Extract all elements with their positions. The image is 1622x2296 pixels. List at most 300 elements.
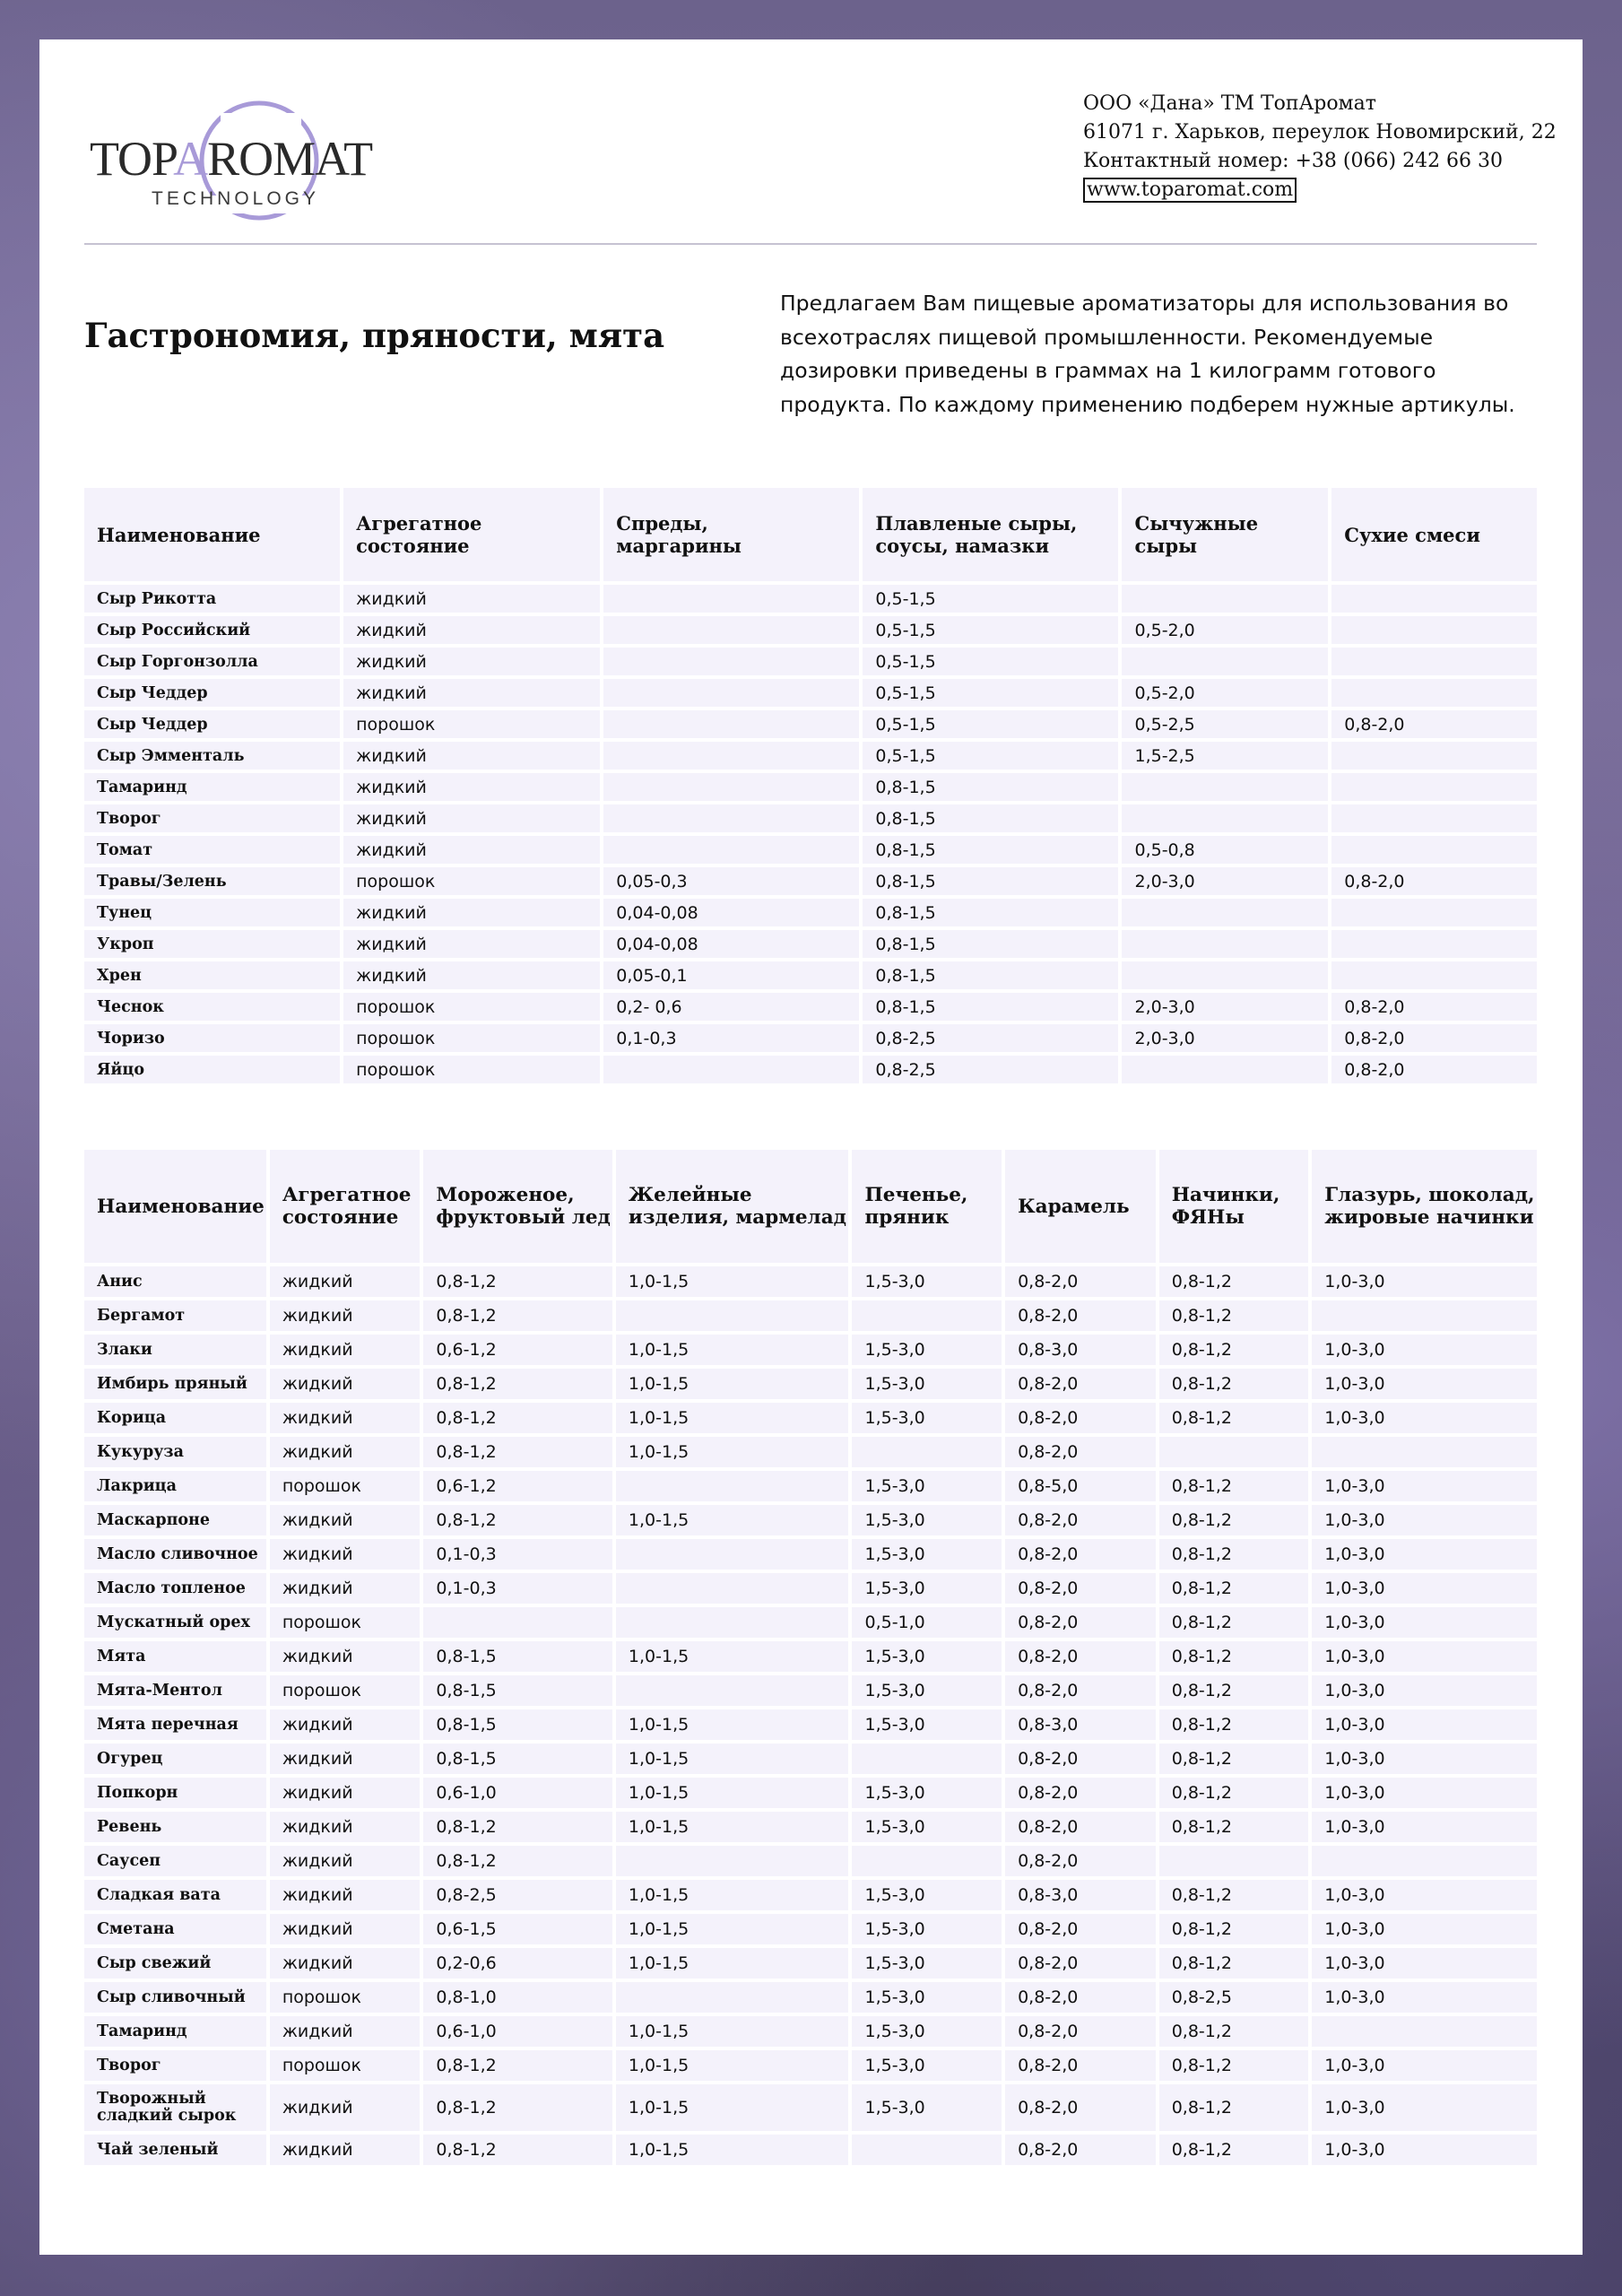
table-cell: 1,0-3,0	[1312, 1744, 1537, 1774]
table-cell: 1,5-3,0	[852, 1641, 1002, 1672]
table-cell: 1,0-1,5	[616, 1778, 849, 1808]
table-cell: 1,5-3,0	[852, 1778, 1002, 1808]
table-cell: 0,8-1,5	[423, 1744, 612, 1774]
table-cell: 0,8-1,2	[1159, 1266, 1309, 1297]
product-name-cell: Томат	[84, 836, 340, 864]
table-cell	[852, 1846, 1002, 1876]
table-cell: жидкий	[270, 1573, 421, 1604]
table-cell: 1,0-3,0	[1312, 1812, 1537, 1842]
table-cell: 0,8-2,0	[1005, 2050, 1156, 2081]
table-cell: порошок	[270, 1675, 421, 1706]
table-cell: 0,5-1,5	[863, 742, 1118, 770]
table-cell: 0,04-0,08	[603, 899, 859, 926]
table-cell: порошок	[270, 1471, 421, 1501]
table-cell: 1,0-1,5	[616, 1709, 849, 1740]
table-cell: 0,5-0,8	[1122, 836, 1328, 864]
column-header: Глазурь, шоколад, жировые начинки	[1312, 1150, 1537, 1263]
table-cell: 0,6-1,5	[423, 1914, 612, 1944]
table-cell: жидкий	[270, 1505, 421, 1535]
table-cell: 1,0-1,5	[616, 2084, 849, 2131]
table-cell: 1,0-1,5	[616, 1914, 849, 1944]
column-header: Наименование	[84, 1150, 266, 1263]
product-name-cell: Бергамот	[84, 1300, 266, 1331]
table-cell	[1331, 679, 1537, 707]
table-cell: жидкий	[270, 1641, 421, 1672]
table-cell: жидкий	[270, 1914, 421, 1944]
table-cell: 0,1-0,3	[603, 1024, 859, 1052]
table-row	[84, 1641, 1537, 1672]
product-name-cell: Кукуруза	[84, 1437, 266, 1467]
table-cell: порошок	[343, 867, 600, 895]
product-name-cell: Сыр сливочный	[84, 1982, 266, 2013]
table-cell: 1,5-2,5	[1122, 742, 1328, 770]
table-cell: 0,8-2,0	[1331, 867, 1537, 895]
table-cell: 1,5-3,0	[852, 1709, 1002, 1740]
table-cell	[616, 1675, 849, 1706]
table-cell: 0,8-1,2	[1159, 1573, 1309, 1604]
table-row	[84, 1880, 1537, 1910]
table-cell: 0,8-2,0	[1005, 1607, 1156, 1638]
table-cell	[1122, 930, 1328, 958]
table-cell: 1,5-3,0	[852, 1982, 1002, 2013]
table-cell: 1,5-3,0	[852, 1539, 1002, 1570]
table-cell	[1122, 648, 1328, 675]
website-link[interactable]: www.toparomat.com	[1083, 178, 1297, 203]
table-cell: 1,0-3,0	[1312, 2050, 1537, 2081]
table-cell: жидкий	[343, 742, 600, 770]
svg-text:TECHNOLOGY: TECHNOLOGY	[152, 188, 320, 209]
table-cell: 0,8-2,0	[1005, 1948, 1156, 1979]
product-name-cell: Сладкая вата	[84, 1880, 266, 1910]
table-cell: 0,8-2,0	[1005, 1641, 1156, 1672]
table-cell: 0,8-1,2	[1159, 1471, 1309, 1501]
column-header: Желейные изделия, мармелад	[616, 1150, 849, 1263]
column-header: Агрегатное состояние	[343, 488, 600, 581]
table-cell: 0,8-1,2	[1159, 1539, 1309, 1570]
table-cell: 0,8-1,2	[1159, 1812, 1309, 1842]
product-name-cell: Яйцо	[84, 1056, 340, 1083]
table-cell: жидкий	[270, 1709, 421, 1740]
product-name-cell: Сыр свежий	[84, 1948, 266, 1979]
table-cell: 0,8-2,5	[863, 1056, 1118, 1083]
table-cell: 1,0-1,5	[616, 1266, 849, 1297]
table-cell: 0,8-1,2	[1159, 1948, 1309, 1979]
table-cell: 0,8-2,0	[1005, 1403, 1156, 1433]
product-name-cell: Сыр Эмменталь	[84, 742, 340, 770]
table-cell	[1331, 804, 1537, 832]
table-cell: 1,0-1,5	[616, 1505, 849, 1535]
table-cell: 0,8-1,5	[863, 804, 1118, 832]
product-name-cell: Творожный сладкий сырок	[84, 2084, 266, 2131]
table-cell: 0,8-3,0	[1005, 1709, 1156, 1740]
table-cell: 0,8-2,5	[863, 1024, 1118, 1052]
table-cell: 0,2- 0,6	[603, 993, 859, 1021]
table-cell: 0,8-2,0	[1005, 1675, 1156, 1706]
table-cell: 0,8-1,5	[863, 993, 1118, 1021]
table-cell: порошок	[343, 1024, 600, 1052]
table-cell	[852, 2135, 1002, 2165]
table-row	[84, 1914, 1537, 1944]
table-cell: 0,8-2,0	[1005, 2135, 1156, 2165]
table-cell: жидкий	[343, 616, 600, 644]
table-row	[84, 1539, 1537, 1570]
table-cell: 1,0-3,0	[1312, 1471, 1537, 1501]
table-cell: 1,0-3,0	[1312, 1914, 1537, 1944]
table-cell: 1,0-3,0	[1312, 2084, 1537, 2131]
table-cell: 0,8-1,2	[423, 1300, 612, 1331]
table-cell: 0,8-1,2	[1159, 1641, 1309, 1672]
product-name-cell: Попкорн	[84, 1778, 266, 1808]
product-name-cell: Укроп	[84, 930, 340, 958]
table-cell: 0,8-1,2	[1159, 1607, 1309, 1638]
product-name-cell: Сыр Чеддер	[84, 679, 340, 707]
table-cell	[1331, 742, 1537, 770]
product-name-cell: Саусеп	[84, 1846, 266, 1876]
table-cell	[423, 1607, 612, 1638]
table-row	[84, 1335, 1537, 1365]
table-cell: 1,0-3,0	[1312, 1778, 1537, 1808]
dosage-table-confectionery	[81, 1146, 1540, 2169]
table-row	[84, 2016, 1537, 2047]
table-cell: 0,8-1,5	[863, 867, 1118, 895]
dosage-table-gastronomy	[81, 484, 1540, 1087]
table-cell: 1,0-1,5	[616, 2050, 849, 2081]
table-cell: жидкий	[343, 648, 600, 675]
table-cell	[852, 1437, 1002, 1467]
table-cell: жидкий	[270, 1300, 421, 1331]
table-cell	[616, 1300, 849, 1331]
table-cell: 1,5-3,0	[852, 1914, 1002, 1944]
table-cell: 0,8-2,0	[1005, 1914, 1156, 1944]
table-cell: 0,5-1,5	[863, 710, 1118, 738]
table-cell: жидкий	[343, 961, 600, 989]
column-header: Спреды, маргарины	[603, 488, 859, 581]
table-row	[84, 1675, 1537, 1706]
table-cell	[603, 648, 859, 675]
table-row	[84, 2050, 1537, 2081]
product-name-cell: Сыр Российский	[84, 616, 340, 644]
table-cell: 0,8-1,5	[863, 930, 1118, 958]
table-cell: 1,0-3,0	[1312, 1880, 1537, 1910]
table-cell: 0,8-1,5	[863, 773, 1118, 801]
table-cell	[1159, 1846, 1309, 1876]
table-cell	[1122, 899, 1328, 926]
table-cell: 0,6-1,2	[423, 1471, 612, 1501]
table-row	[84, 1573, 1537, 1604]
table-cell: 0,5-1,5	[863, 616, 1118, 644]
table-row	[84, 710, 1537, 738]
table-cell: 1,0-1,5	[616, 1403, 849, 1433]
table-row	[84, 804, 1537, 832]
table-cell: 1,5-3,0	[852, 2050, 1002, 2081]
table-cell: жидкий	[270, 1948, 421, 1979]
table-cell: 0,8-2,0	[1005, 1300, 1156, 1331]
product-name-cell: Хрен	[84, 961, 340, 989]
table-cell: 1,0-1,5	[616, 1369, 849, 1399]
table-cell: 0,8-1,2	[1159, 2016, 1309, 2047]
table-cell: 0,8-2,0	[1005, 1505, 1156, 1535]
table-cell: 0,8-2,0	[1005, 1812, 1156, 1842]
table-row	[84, 2135, 1537, 2165]
table-cell	[616, 1846, 849, 1876]
table-cell: жидкий	[270, 2084, 421, 2131]
table-cell: 0,8-2,0	[1005, 1369, 1156, 1399]
table-cell: порошок	[343, 710, 600, 738]
column-header: Агрегатное состояние	[270, 1150, 421, 1263]
table-cell	[616, 1471, 849, 1501]
table-cell: жидкий	[270, 1403, 421, 1433]
table-cell: 0,8-2,0	[1005, 2084, 1156, 2131]
table-cell: 1,0-1,5	[616, 1641, 849, 1672]
table-cell: 1,0-1,5	[616, 1880, 849, 1910]
table-cell: 0,1-0,3	[423, 1539, 612, 1570]
table-cell: 0,8-1,2	[1159, 1505, 1309, 1535]
table-row	[84, 961, 1537, 989]
table-row	[84, 742, 1537, 770]
table-cell: 1,0-3,0	[1312, 1641, 1537, 1672]
table-cell	[1122, 961, 1328, 989]
table-cell: 1,0-3,0	[1312, 1539, 1537, 1570]
table-cell: 0,8-1,2	[1159, 2050, 1309, 2081]
table-cell: 1,0-1,5	[616, 1744, 849, 1774]
table-cell: порошок	[270, 2050, 421, 2081]
table-cell	[1312, 1846, 1537, 1876]
product-name-cell: Тунец	[84, 899, 340, 926]
table-cell: жидкий	[343, 899, 600, 926]
table-cell: 0,8-1,2	[423, 1266, 612, 1297]
table-cell: 0,8-2,0	[1005, 1539, 1156, 1570]
table-cell	[1312, 1300, 1537, 1331]
table-cell: 0,8-1,2	[423, 1369, 612, 1399]
table-cell: 0,5-1,5	[863, 648, 1118, 675]
table-cell: 0,8-1,2	[1159, 1744, 1309, 1774]
product-name-cell: Масло сливочное	[84, 1539, 266, 1570]
table-cell: 1,5-3,0	[852, 1403, 1002, 1433]
table-cell: 0,8-2,0	[1005, 1573, 1156, 1604]
table-cell: порошок	[343, 993, 600, 1021]
table-cell: 0,8-1,2	[1159, 1709, 1309, 1740]
column-header: Сухие смеси	[1331, 488, 1537, 581]
table-cell	[603, 1056, 859, 1083]
table-cell: 1,0-3,0	[1312, 1505, 1537, 1535]
table-cell	[1331, 836, 1537, 864]
table-cell: 0,04-0,08	[603, 930, 859, 958]
table-cell: 0,6-1,0	[423, 2016, 612, 2047]
table-cell: жидкий	[270, 1778, 421, 1808]
table-cell: 0,8-1,2	[423, 1403, 612, 1433]
table-cell: 0,5-1,5	[863, 679, 1118, 707]
table-cell: 0,8-1,2	[423, 2135, 612, 2165]
table-cell	[616, 1573, 849, 1604]
table-row	[84, 773, 1537, 801]
table-cell	[1122, 773, 1328, 801]
table-cell: 0,8-1,2	[423, 2050, 612, 2081]
table-cell: 0,8-5,0	[1005, 1471, 1156, 1501]
table-cell: 1,0-1,5	[616, 2016, 849, 2047]
table-cell: жидкий	[270, 2016, 421, 2047]
table-cell	[1159, 1437, 1309, 1467]
column-header: Мороженое, фруктовый лед	[423, 1150, 612, 1263]
product-name-cell: Сметана	[84, 1914, 266, 1944]
table-row	[84, 1744, 1537, 1774]
table-cell: 1,0-3,0	[1312, 1675, 1537, 1706]
product-name-cell: Анис	[84, 1266, 266, 1297]
table-cell: 0,8-1,2	[1159, 2135, 1309, 2165]
table-row	[84, 1437, 1537, 1467]
table-row	[84, 1709, 1537, 1740]
table-row	[84, 1982, 1537, 2013]
table-cell	[603, 585, 859, 613]
column-header: Печенье, пряник	[852, 1150, 1002, 1263]
table-cell	[1331, 930, 1537, 958]
table-cell: 0,8-1,2	[1159, 1880, 1309, 1910]
column-header: Плавленые сыры, соусы, намазки	[863, 488, 1118, 581]
table-cell	[852, 1744, 1002, 1774]
table-cell: 0,8-2,0	[1005, 1982, 1156, 2013]
table-cell: 1,5-3,0	[852, 1573, 1002, 1604]
table-row	[84, 2084, 1537, 2131]
table-cell: 0,8-1,2	[423, 1812, 612, 1842]
table-cell	[603, 616, 859, 644]
table-cell: 0,8-1,2	[423, 2084, 612, 2131]
table-cell: жидкий	[270, 1266, 421, 1297]
table-cell: 0,8-2,0	[1005, 2016, 1156, 2047]
table-cell: жидкий	[270, 1744, 421, 1774]
table-cell	[1331, 616, 1537, 644]
table-cell	[1331, 899, 1537, 926]
table-cell	[1312, 2016, 1537, 2047]
table-row	[84, 930, 1537, 958]
table-cell	[852, 1300, 1002, 1331]
table-cell	[1122, 804, 1328, 832]
table-cell: 0,8-1,2	[1159, 1778, 1309, 1808]
table-cell: 0,05-0,3	[603, 867, 859, 895]
table-row	[84, 1024, 1537, 1052]
table-cell: порошок	[270, 1607, 421, 1638]
table-cell: 1,0-1,5	[616, 2135, 849, 2165]
table-row	[84, 1778, 1537, 1808]
table-row	[84, 1846, 1537, 1876]
table-cell: 0,8-1,2	[1159, 1300, 1309, 1331]
table-cell	[603, 679, 859, 707]
header-divider	[84, 243, 1537, 245]
product-name-cell: Чеснок	[84, 993, 340, 1021]
company-name: ООО «Дана» ТМ ТопАромат	[1083, 92, 1376, 115]
table-row	[84, 899, 1537, 926]
table-cell: жидкий	[270, 2135, 421, 2165]
table-cell	[1331, 648, 1537, 675]
table-cell: 0,8-1,2	[423, 1505, 612, 1535]
table-row	[84, 836, 1537, 864]
table-cell: жидкий	[270, 1812, 421, 1842]
table-cell: 0,8-2,0	[1005, 1266, 1156, 1297]
table-cell: жидкий	[270, 1437, 421, 1467]
document-page	[39, 39, 1583, 2255]
table-cell: жидкий	[343, 773, 600, 801]
table-row	[84, 867, 1537, 895]
table-cell: 2,0-3,0	[1122, 867, 1328, 895]
product-name-cell: Творог	[84, 804, 340, 832]
column-header: Сычужные сыры	[1122, 488, 1328, 581]
product-name-cell: Чоризо	[84, 1024, 340, 1052]
table-cell: жидкий	[270, 1539, 421, 1570]
table-cell: 1,0-3,0	[1312, 1607, 1537, 1638]
table-cell: 1,5-3,0	[852, 1812, 1002, 1842]
table-cell: жидкий	[343, 804, 600, 832]
table-cell: 0,5-2,0	[1122, 679, 1328, 707]
table-cell: 0,8-2,0	[1005, 1778, 1156, 1808]
table-cell: 2,0-3,0	[1122, 993, 1328, 1021]
table-cell: 1,0-3,0	[1312, 1573, 1537, 1604]
table-cell: 1,5-3,0	[852, 1505, 1002, 1535]
table-cell: 0,05-0,1	[603, 961, 859, 989]
table-cell: 0,2-0,6	[423, 1948, 612, 1979]
table-cell	[1122, 585, 1328, 613]
contact-block	[1083, 90, 1557, 204]
product-name-cell: Мята	[84, 1641, 266, 1672]
table-row	[84, 1607, 1537, 1638]
table-cell: 1,0-3,0	[1312, 1266, 1537, 1297]
product-name-cell: Масло топленое	[84, 1573, 266, 1604]
product-name-cell: Имбирь пряный	[84, 1369, 266, 1399]
table-cell: 0,8-1,2	[1159, 1914, 1309, 1944]
table-cell: 0,8-1,5	[863, 836, 1118, 864]
table-row	[84, 648, 1537, 675]
product-name-cell: Чай зеленый	[84, 2135, 266, 2165]
table-cell: жидкий	[270, 1846, 421, 1876]
table-cell: 0,8-2,0	[1331, 1024, 1537, 1052]
table-cell: 1,5-3,0	[852, 2016, 1002, 2047]
product-name-cell: Корица	[84, 1403, 266, 1433]
product-name-cell: Ревень	[84, 1812, 266, 1842]
table-cell: жидкий	[270, 1369, 421, 1399]
product-name-cell: Мускатный орех	[84, 1607, 266, 1638]
table-cell: 0,8-2,0	[1005, 1846, 1156, 1876]
table-row	[84, 616, 1537, 644]
table-cell: 1,0-1,5	[616, 1437, 849, 1467]
table-row	[84, 1403, 1537, 1433]
table-cell: 1,0-3,0	[1312, 1948, 1537, 1979]
table-row	[84, 1812, 1537, 1842]
table-cell: 0,8-1,5	[423, 1641, 612, 1672]
table-cell: 2,0-3,0	[1122, 1024, 1328, 1052]
table-cell: 0,6-1,0	[423, 1778, 612, 1808]
table-cell: 0,8-3,0	[1005, 1880, 1156, 1910]
table-row	[84, 1471, 1537, 1501]
table-row	[84, 1505, 1537, 1535]
table-cell: 1,5-3,0	[852, 1675, 1002, 1706]
table-cell: порошок	[343, 1056, 600, 1083]
table-row	[84, 585, 1537, 613]
table-cell: порошок	[270, 1982, 421, 2013]
table-cell: 0,6-1,2	[423, 1335, 612, 1365]
table-cell	[1122, 1056, 1328, 1083]
svg-text:TOPAROMAT: TOPAROMAT	[90, 132, 373, 186]
table-cell	[616, 1607, 849, 1638]
table-cell: 0,8-2,0	[1331, 993, 1537, 1021]
toparomat-logo	[86, 97, 409, 222]
table-cell: 1,5-3,0	[852, 1948, 1002, 1979]
table-cell: 0,8-2,0	[1005, 1437, 1156, 1467]
table-cell: 1,0-1,5	[616, 1335, 849, 1365]
table-cell: 0,8-1,2	[423, 1846, 612, 1876]
table-cell: 1,0-3,0	[1312, 1335, 1537, 1365]
table-cell	[1312, 1437, 1537, 1467]
table-cell: 0,8-1,5	[863, 899, 1118, 926]
table-cell: 0,1-0,3	[423, 1573, 612, 1604]
table-cell	[603, 742, 859, 770]
table-cell: 1,0-3,0	[1312, 1982, 1537, 2013]
